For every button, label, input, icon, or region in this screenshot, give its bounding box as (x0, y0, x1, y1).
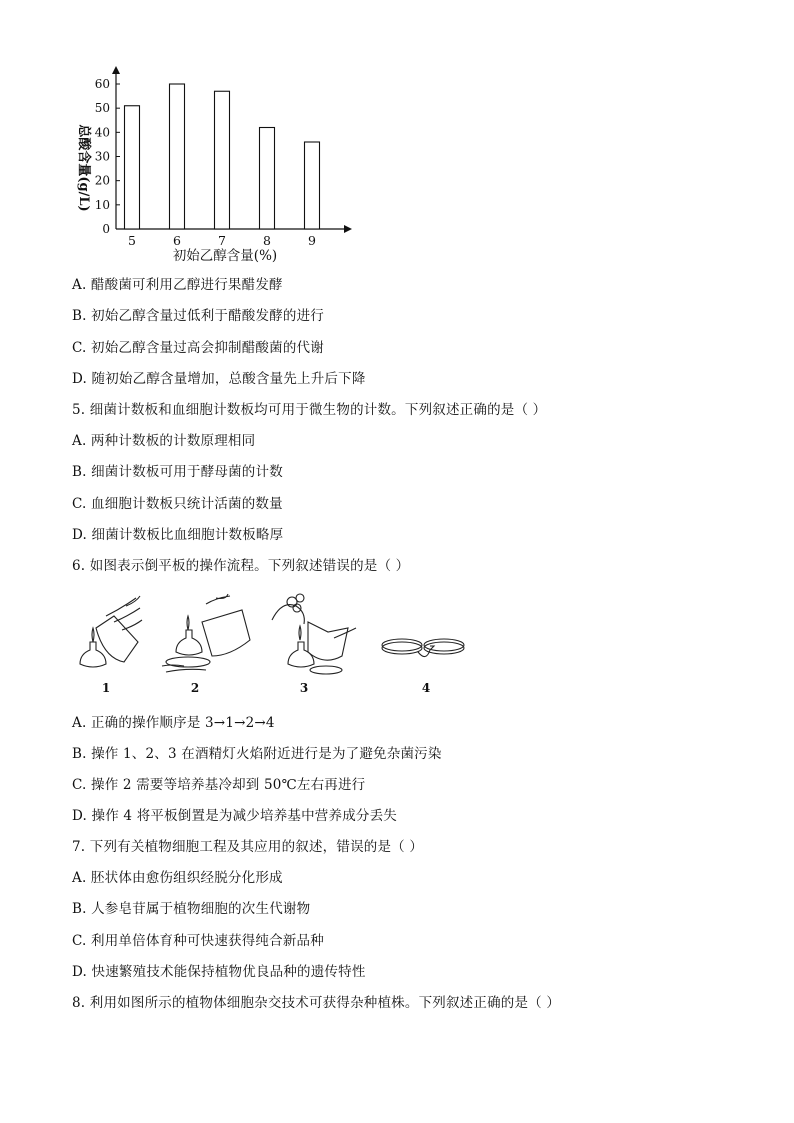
chart-x-tick-label: 8 (263, 233, 271, 248)
chart-y-tick-label: 30 (94, 149, 110, 164)
q4-option-c[interactable]: C. 初始乙醇含量过高会抑制醋酸菌的代谢 (72, 340, 324, 356)
chart-y-tick-label: 50 (94, 101, 110, 116)
q5-option-b[interactable]: B. 细菌计数板可用于酵母菌的计数 (72, 464, 283, 480)
figure-label-2: 2 (190, 681, 200, 695)
chart-bar (305, 142, 320, 229)
chart-x-tick-label: 5 (128, 233, 136, 248)
q5-option-a[interactable]: A. 两种计数板的计数原理相同 (72, 433, 256, 449)
chart-y-tick-label: 60 (94, 77, 110, 91)
figure-label-1: 1 (101, 681, 111, 695)
chart-x-axis-label: 初始乙醇含量(%) (172, 248, 278, 264)
total-acid-bar-chart (70, 58, 370, 268)
q7-option-c[interactable]: C. 利用单倍体育种可快速获得纯合新品种 (72, 933, 324, 949)
q4-option-b[interactable]: B. 初始乙醇含量过低利于醋酸发酵的进行 (72, 308, 325, 324)
q7-option-b[interactable]: B. 人参皂苷属于植物细胞的次生代谢物 (72, 901, 311, 917)
chart-y-tick-label: 0 (102, 222, 110, 236)
pour-plate-procedure-figure (66, 592, 486, 702)
q4-option-d[interactable]: D. 随初始乙醇含量增加，总酸含量先上升后下降 (72, 371, 366, 387)
step-1-illustration (80, 596, 142, 667)
chart-y-tick-label: 40 (94, 125, 110, 140)
q6-option-b[interactable]: B. 操作 1、2、3 在酒精灯火焰附近进行是为了避免杂菌污染 (72, 746, 442, 762)
step-4-illustration (382, 639, 464, 657)
chart-x-tick-label: 9 (308, 233, 316, 248)
chart-bar (215, 91, 230, 229)
chart-x-tick-label: 6 (173, 233, 181, 248)
chart-y-tick-label: 20 (94, 173, 110, 188)
chart-x-tick-label: 7 (218, 233, 226, 248)
chart-x-axis-arrow (344, 225, 352, 233)
q7-option-a[interactable]: A. 胚状体由愈伤组织经脱分化形成 (72, 870, 283, 886)
q6-option-a[interactable]: A. 正确的操作顺序是 3→1→2→4 (72, 715, 275, 731)
step-2-illustration (162, 594, 250, 672)
q6-stem: 6. 如图表示倒平板的操作流程。下列叙述错误的是（ ） (72, 558, 410, 574)
q4-option-a[interactable]: A. 醋酸菌可利用乙醇进行果醋发酵 (72, 277, 283, 293)
q5-option-c[interactable]: C. 血细胞计数板只统计活菌的数量 (72, 496, 283, 512)
chart-bar (125, 106, 140, 229)
q5-stem: 5. 细菌计数板和血细胞计数板均可用于微生物的计数。下列叙述正确的是（ ） (72, 402, 547, 418)
chart-bar (170, 84, 185, 229)
chart-y-axis-arrow (112, 66, 120, 74)
q6-option-d[interactable]: D. 操作 4 将平板倒置是为减少培养基中营养成分丢失 (72, 808, 397, 824)
chart-bar (260, 128, 275, 230)
chart-y-axis-label: 总酸含量(g/L) (76, 124, 91, 212)
q8-stem: 8. 利用如图所示的植物体细胞杂交技术可获得杂种植株。下列叙述正确的是（ ） (72, 995, 561, 1011)
q7-option-d[interactable]: D. 快速繁殖技术能保持植物优良品种的遗传特性 (72, 964, 366, 980)
q6-option-c[interactable]: C. 操作 2 需要等培养基冷却到 50℃左右再进行 (72, 777, 366, 793)
q5-option-d[interactable]: D. 细菌计数板比血细胞计数板略厚 (72, 527, 284, 543)
figure-label-4: 4 (421, 681, 431, 695)
step-3-illustration (272, 594, 356, 674)
figure-label-3: 3 (299, 681, 309, 695)
q7-stem: 7. 下列有关植物细胞工程及其应用的叙述，错误的是（ ） (72, 839, 424, 855)
chart-y-tick-label: 10 (94, 197, 110, 212)
